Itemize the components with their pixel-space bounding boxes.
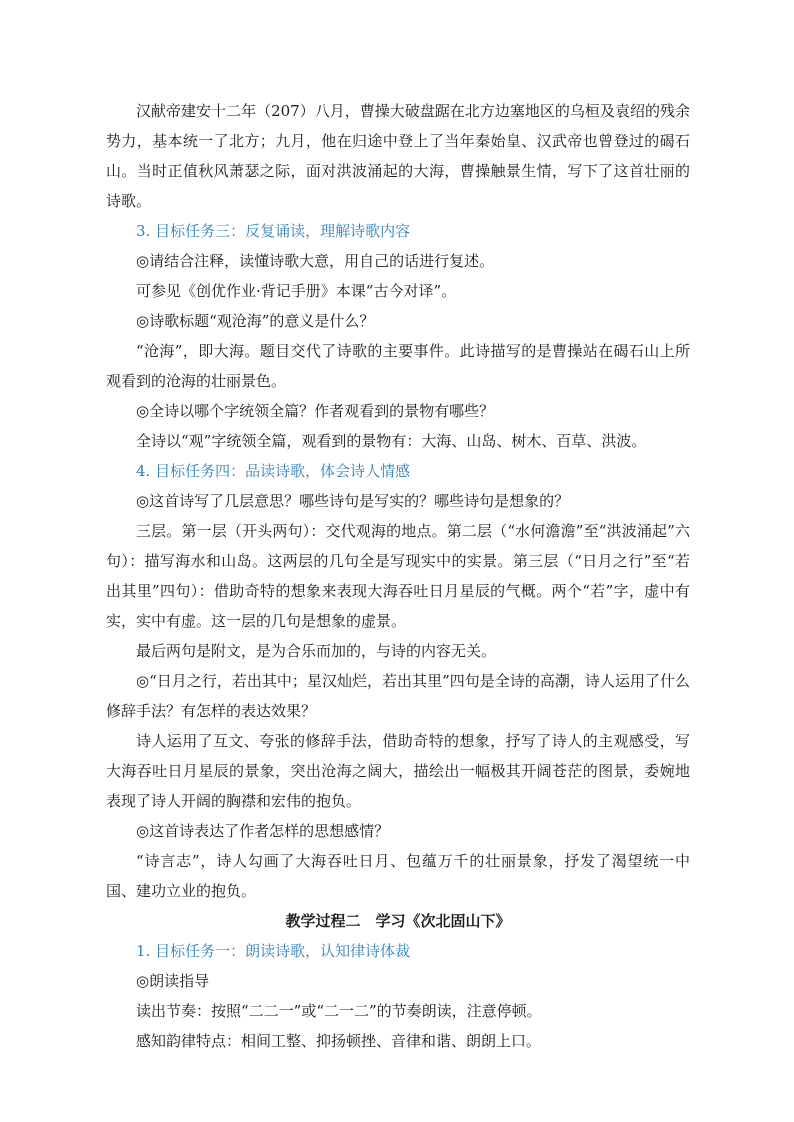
section-title: 教学过程二 学习《次北固山下》: [285, 912, 511, 930]
reading-guide: ◎朗读指导: [136, 972, 210, 990]
question-emotion: ◎这首诗表达了作者怎样的思想感情？: [136, 822, 390, 840]
question-key-word: ◎全诗以哪个字统领全篇？作者观看到的景物有哪些？: [136, 402, 495, 420]
question-title-meaning: ◎诗歌标题“观沧海”的意义是什么？: [136, 312, 375, 330]
question-layers: ◎这首诗写了几层意思？哪些诗句是写实的？哪些诗句是想象的？: [136, 492, 570, 510]
rhyme-features: 感知韵律特点：相间工整、抑扬顿挫、音律和谐、朗朗上口。: [136, 1032, 542, 1050]
reading-rhythm: 读出节奏：按照“二二一”或“二一二”的节奏朗读，注意停顿。: [136, 1002, 542, 1020]
answer-paraphrase: 可参见《创优作业·背记手册》本课“古今对译”。: [136, 282, 457, 300]
answer-emotion: “诗言志”，诗人勾画了大海吞吐日月、包蕴万千的壮丽景象，抒发了渴望统一中国、建功立业的抱负。: [106, 852, 690, 900]
answer-title-meaning: “沧海”，即大海。题目交代了诗歌的主要事件。此诗描写的是曹操站在碣石山上所观看到的沧海的壮丽景色。: [106, 342, 690, 390]
paragraph-background: 汉献帝建安十二年（207）八月，曹操大破盘踞在北方边塞地区的乌桓及袁绍的残余势力，基本统一了北方；九月，他在归途中登上了当年秦始皇、汉武帝也曾登过的碣石山。当时正值秋风萧瑟之际，面对洪波涌起的大海，曹操触景生情，写下了这首壮丽的诗歌。: [106, 102, 690, 210]
question-paraphrase: ◎请结合注释，读懂诗歌大意，用自己的话进行复述。: [136, 252, 495, 270]
task-three-heading: 3. 目标任务三：反复诵读，理解诗歌内容: [136, 222, 411, 240]
task-one-heading: 1. 目标任务一：朗读诗歌，认知律诗体裁: [136, 942, 411, 960]
answer-layers-note: 最后两句是附文，是为合乐而加的，与诗的内容无关。: [136, 642, 497, 660]
question-rhetoric: ◎“日月之行，若出其中；星汉灿烂，若出其里”四句是全诗的高潮，诗人运用了什么修辞手法？有怎样的表达效果？: [106, 672, 690, 720]
answer-key-word: 全诗以“观”字统领全篇，观看到的景物有：大海、山岛、树木、百草、洪波。: [136, 432, 647, 450]
answer-layers: 三层。第一层（开头两句）：交代观海的地点。第二层（“水何澹澹”至“洪波涌起”六句）：描写海水和山岛。这两层的几句全是写现实中的实景。第三层（“日月之行”至“若出其里”四句）：借助奇特的想象来表现大海吞吐日月星辰的气概。两个“若”字，虚中有实，实中有虚。这一层的几句是想象的虚景。: [106, 522, 690, 630]
answer-rhetoric: 诗人运用了互文、夸张的修辞手法，借助奇特的想象，抒写了诗人的主观感受，写大海吞吐日月星辰的景象，突出沧海之阔大，描绘出一幅极其开阔苍茫的图景，委婉地表现了诗人开阔的胸襟和宏伟的抱负。: [106, 732, 690, 810]
task-four-heading: 4. 目标任务四：品读诗歌，体会诗人情感: [136, 462, 411, 480]
